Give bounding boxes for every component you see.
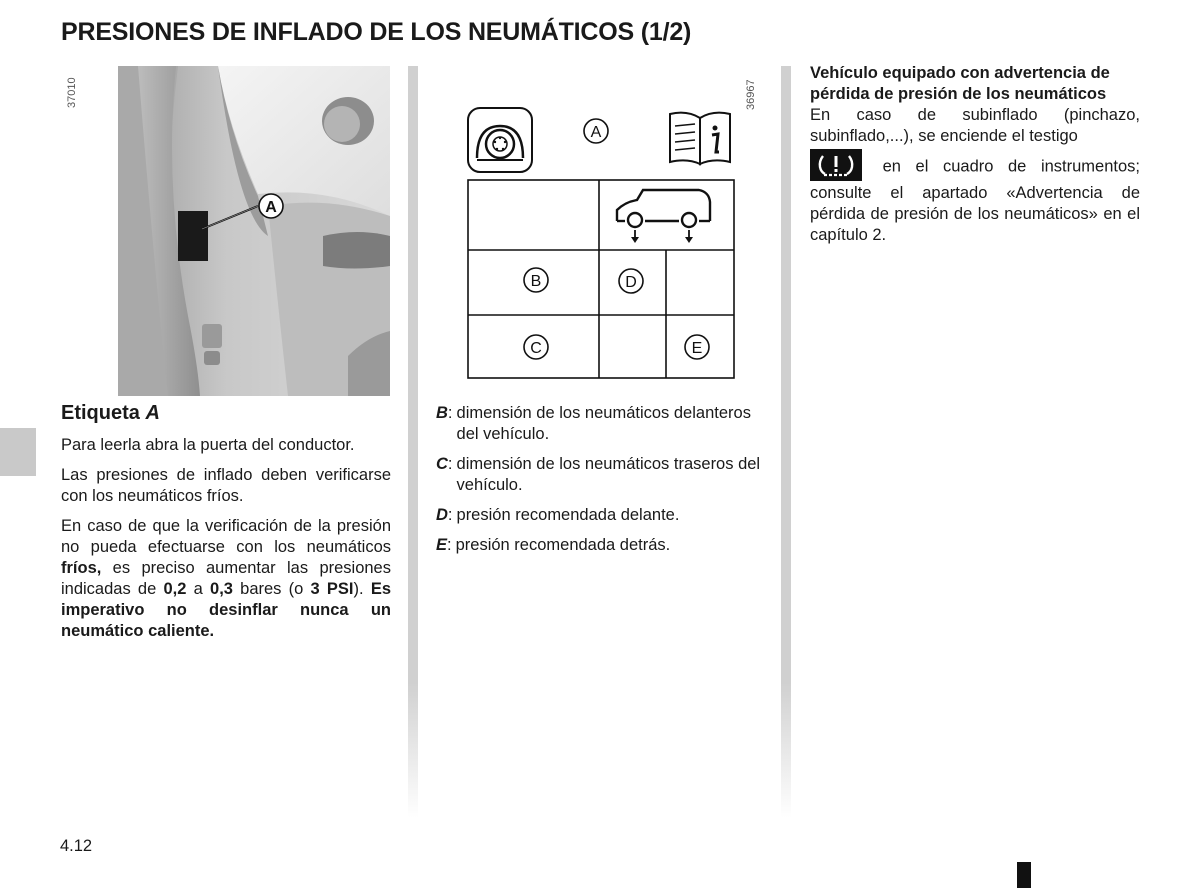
chapter-tab <box>0 428 36 476</box>
callout-a: A <box>590 124 602 141</box>
page-number: 4.12 <box>60 837 93 855</box>
tire-pressure-label <box>178 211 208 261</box>
etiqueta-text <box>61 435 391 651</box>
section-heading: Etiqueta A <box>61 402 160 424</box>
callout-a: A <box>265 199 277 216</box>
legend-item: B : dimensión de los neumáticos delanteros del vehículo. <box>436 404 751 443</box>
print-mark <box>1017 862 1031 888</box>
label-diagram-svg <box>465 106 737 382</box>
column-divider <box>408 66 418 818</box>
paragraph: En caso de que la verificación de la presión no pueda efectuarse con los neumáticos fríos, es preciso aumentar las presiones indicadas de 0,2 a 0,3 bares (o 3 PSI). Es imperativo no desinflar nunca un neumático caliente. <box>61 517 391 640</box>
callout-e: E <box>691 340 703 357</box>
door-illustration <box>118 66 390 396</box>
tire-label-diagram <box>465 106 737 382</box>
paragraph: Las presiones de inflado deben verificarse con los neumáticos fríos. <box>61 466 391 505</box>
paragraph: Para leerla abra la puerta del conductor. <box>61 436 355 454</box>
section-heading: Vehículo equipado con advertencia de pérdida de presión de los neumáticos <box>810 64 1110 103</box>
legend-item: E : presión recomendada detrás. <box>436 536 671 554</box>
callout-c: C <box>530 340 542 357</box>
manual-info-icon <box>670 113 730 164</box>
warning-section <box>810 63 1140 246</box>
callout-d: D <box>625 274 637 291</box>
diagram-reference-code: 36967 <box>745 79 757 110</box>
diagram-legend <box>436 403 766 565</box>
door-photo <box>118 66 390 396</box>
callout-b: B <box>530 273 542 290</box>
photo-reference-code: 37010 <box>66 77 78 108</box>
page-title: PRESIONES DE INFLADO DE LOS NEUMÁTICOS (1/2) <box>61 18 692 46</box>
tire-icon <box>468 108 532 172</box>
column-divider <box>781 66 791 818</box>
tire-pressure-warning-icon <box>810 149 862 181</box>
paragraph: En caso de subinflado (pinchazo, subinflado,...), se enciende el testigo en el cuadro de instrumentos; consulte el apartado «Advertencia de pérdida de presión de los neumáticos» en el capítulo 2. <box>810 106 1140 244</box>
legend-item: C : dimensión de los neumáticos traseros del vehículo. <box>436 455 761 494</box>
legend-item: D : presión recomendada delante. <box>436 506 680 524</box>
